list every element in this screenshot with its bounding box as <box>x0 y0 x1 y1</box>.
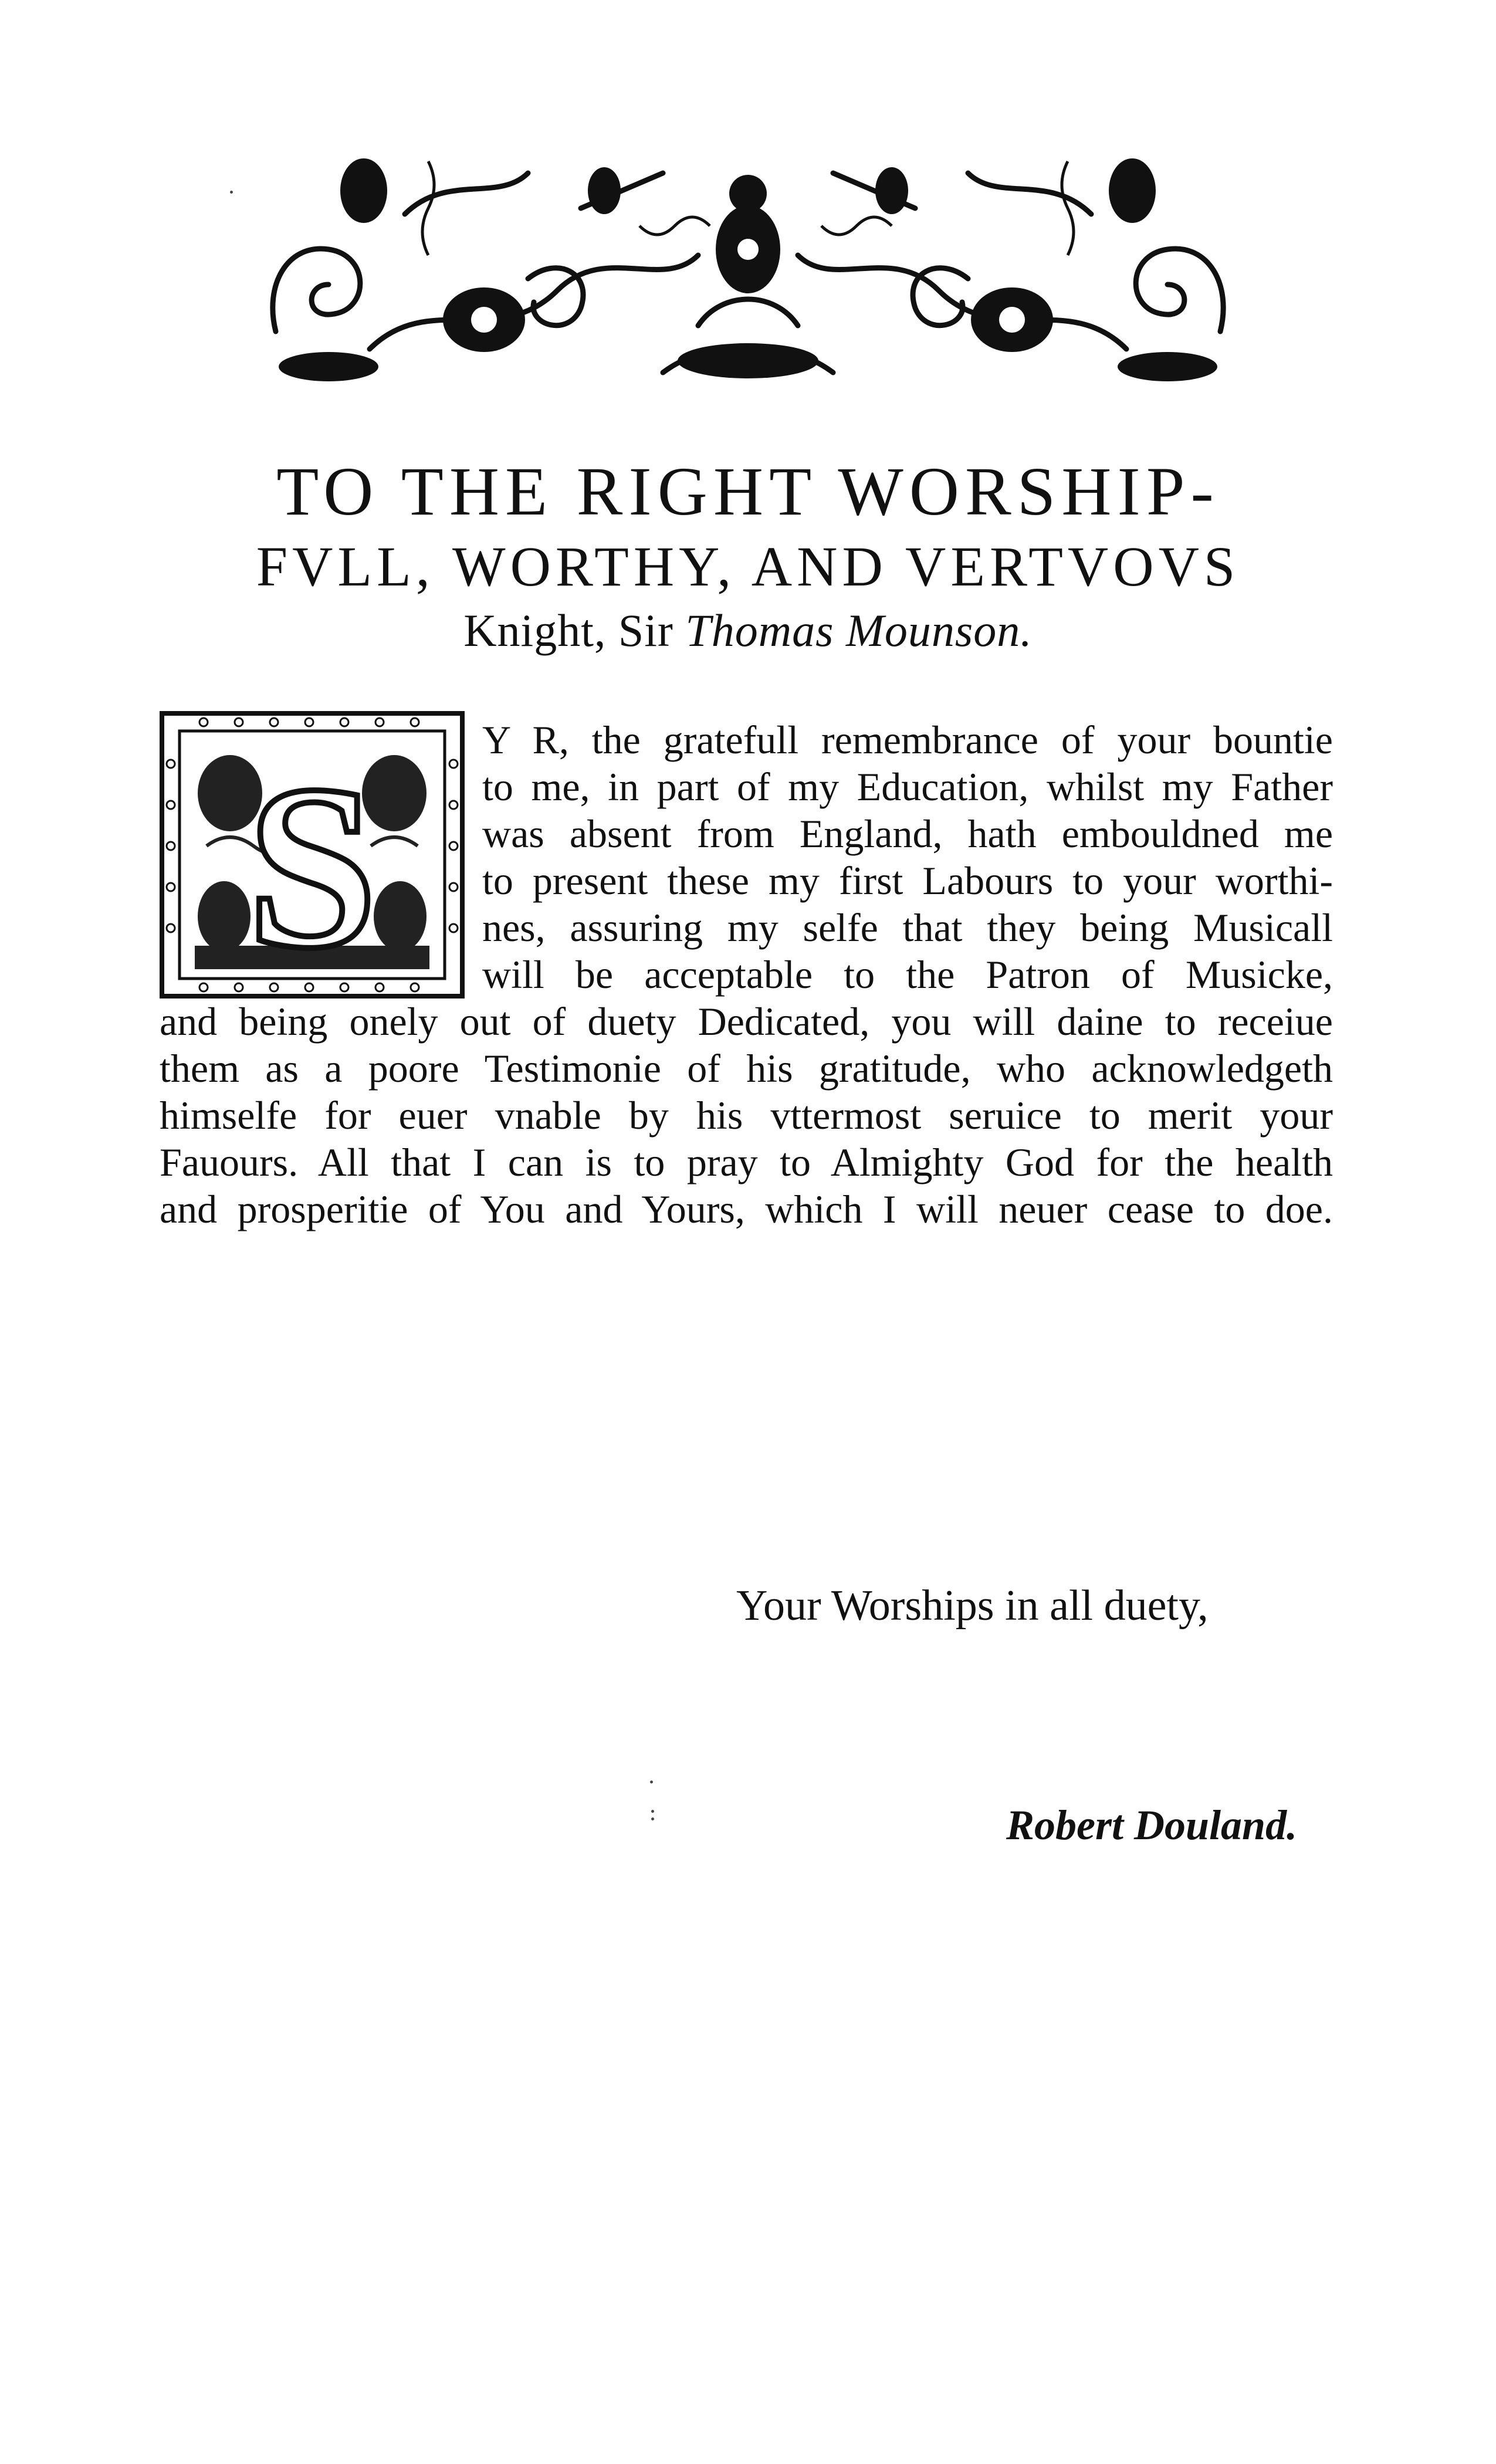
dedication-line-2: to me, in part of my Education, whilst my Father <box>482 764 1333 809</box>
ornamental-headpiece-icon <box>252 138 1244 396</box>
title-line-3 <box>0 604 1496 657</box>
title-line-1: TO THE RIGHT WORSHIP- <box>276 453 1220 530</box>
print-speck <box>230 191 233 194</box>
closing-salutation: Your Worships in all duety, <box>736 1582 1209 1630</box>
dedication-line-6: will be acceptable to the Patron of Musicke, <box>482 952 1333 997</box>
title-line-3-name: Thomas Mounson. <box>685 605 1033 656</box>
dedication-line-10: Fauours. All that I can is to pray to Almighty God for the health <box>160 1140 1333 1184</box>
decorated-initial-s-icon <box>160 711 465 999</box>
dedication-line-4: to present these my first Labours to your worthi- <box>482 858 1333 903</box>
dedication-line-3: was absent from England, hath embouldned me <box>482 811 1333 856</box>
dedication-line-8: them as a poore Testimonie of his gratitude, who acknowledgeth <box>160 1046 1333 1091</box>
title-line-2: FVLL, WORTHY, AND VERTVOVS <box>256 535 1240 598</box>
dedication-line-9: himselfe for euer vnable by his vttermost seruice to merit your <box>160 1093 1333 1138</box>
decorated-initial-letter: S <box>246 737 378 997</box>
dedication-line-5: nes, assuring my selfe that they being Musicall <box>482 905 1333 950</box>
print-speck <box>651 1817 654 1820</box>
dedication-line-1: Y R, the gratefull remembrance of your bountie <box>482 717 1333 762</box>
print-speck <box>650 1781 653 1783</box>
dedication-line-11: and prosperitie of You and Yours, which I will neuer cease to doe. <box>160 1187 1333 1231</box>
signature: Robert Douland. <box>1006 1802 1298 1849</box>
title-line-3-prefix: Knight, Sir <box>463 605 686 656</box>
print-speck <box>651 1810 654 1813</box>
dedication-line-7: and being onely out of duety Dedicated, you will daine to receiue <box>160 999 1333 1044</box>
